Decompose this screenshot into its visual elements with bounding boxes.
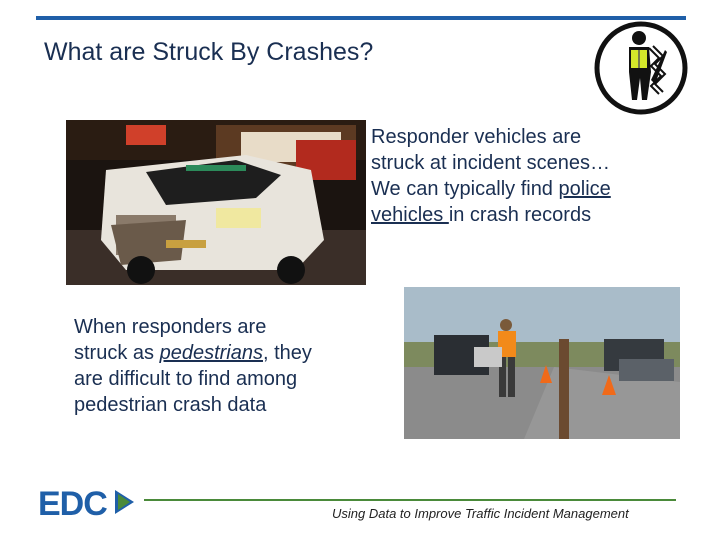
crashed-police-car-photo: [66, 120, 366, 285]
paragraph2-line3: are difficult to find among: [74, 368, 298, 390]
paragraph1-line4-text: in crash records: [448, 204, 592, 226]
pedestrians-paragraph: [74, 314, 404, 418]
paragraph2-line1: When responders are: [74, 316, 267, 338]
paragraph2-line2-post: , they: [262, 342, 312, 364]
pedestrians-emphasis: pedestrians: [159, 342, 263, 364]
paragraph1-line4: [371, 202, 696, 228]
footer-divider: [144, 499, 676, 501]
paragraph2-line2: [74, 340, 404, 366]
paragraph1-line3: [371, 176, 696, 202]
responder-vehicles-paragraph: [371, 124, 696, 228]
edc-logo-text: EDC: [38, 485, 107, 520]
top-divider: [36, 16, 686, 20]
responder-on-road-photo: [404, 287, 680, 439]
footer-caption: Using Data to Improve Traffic Incident Management: [332, 506, 629, 521]
police-link-part2: vehicles: [371, 204, 449, 226]
paragraph1-line2: struck at incident scenes…: [371, 152, 610, 174]
police-link-part1: police: [558, 178, 611, 200]
paragraph1-line3-text: We can typically find: [371, 178, 559, 200]
paragraph2-line4: pedestrian crash data: [74, 394, 267, 416]
paragraph1-line1: Responder vehicles are: [371, 126, 582, 148]
edc-logo: [38, 484, 158, 520]
worker-sign-icon: [593, 20, 689, 116]
slide-title: What are Struck By Crashes?: [44, 38, 374, 66]
paragraph2-line2-pre: struck as: [74, 342, 160, 364]
